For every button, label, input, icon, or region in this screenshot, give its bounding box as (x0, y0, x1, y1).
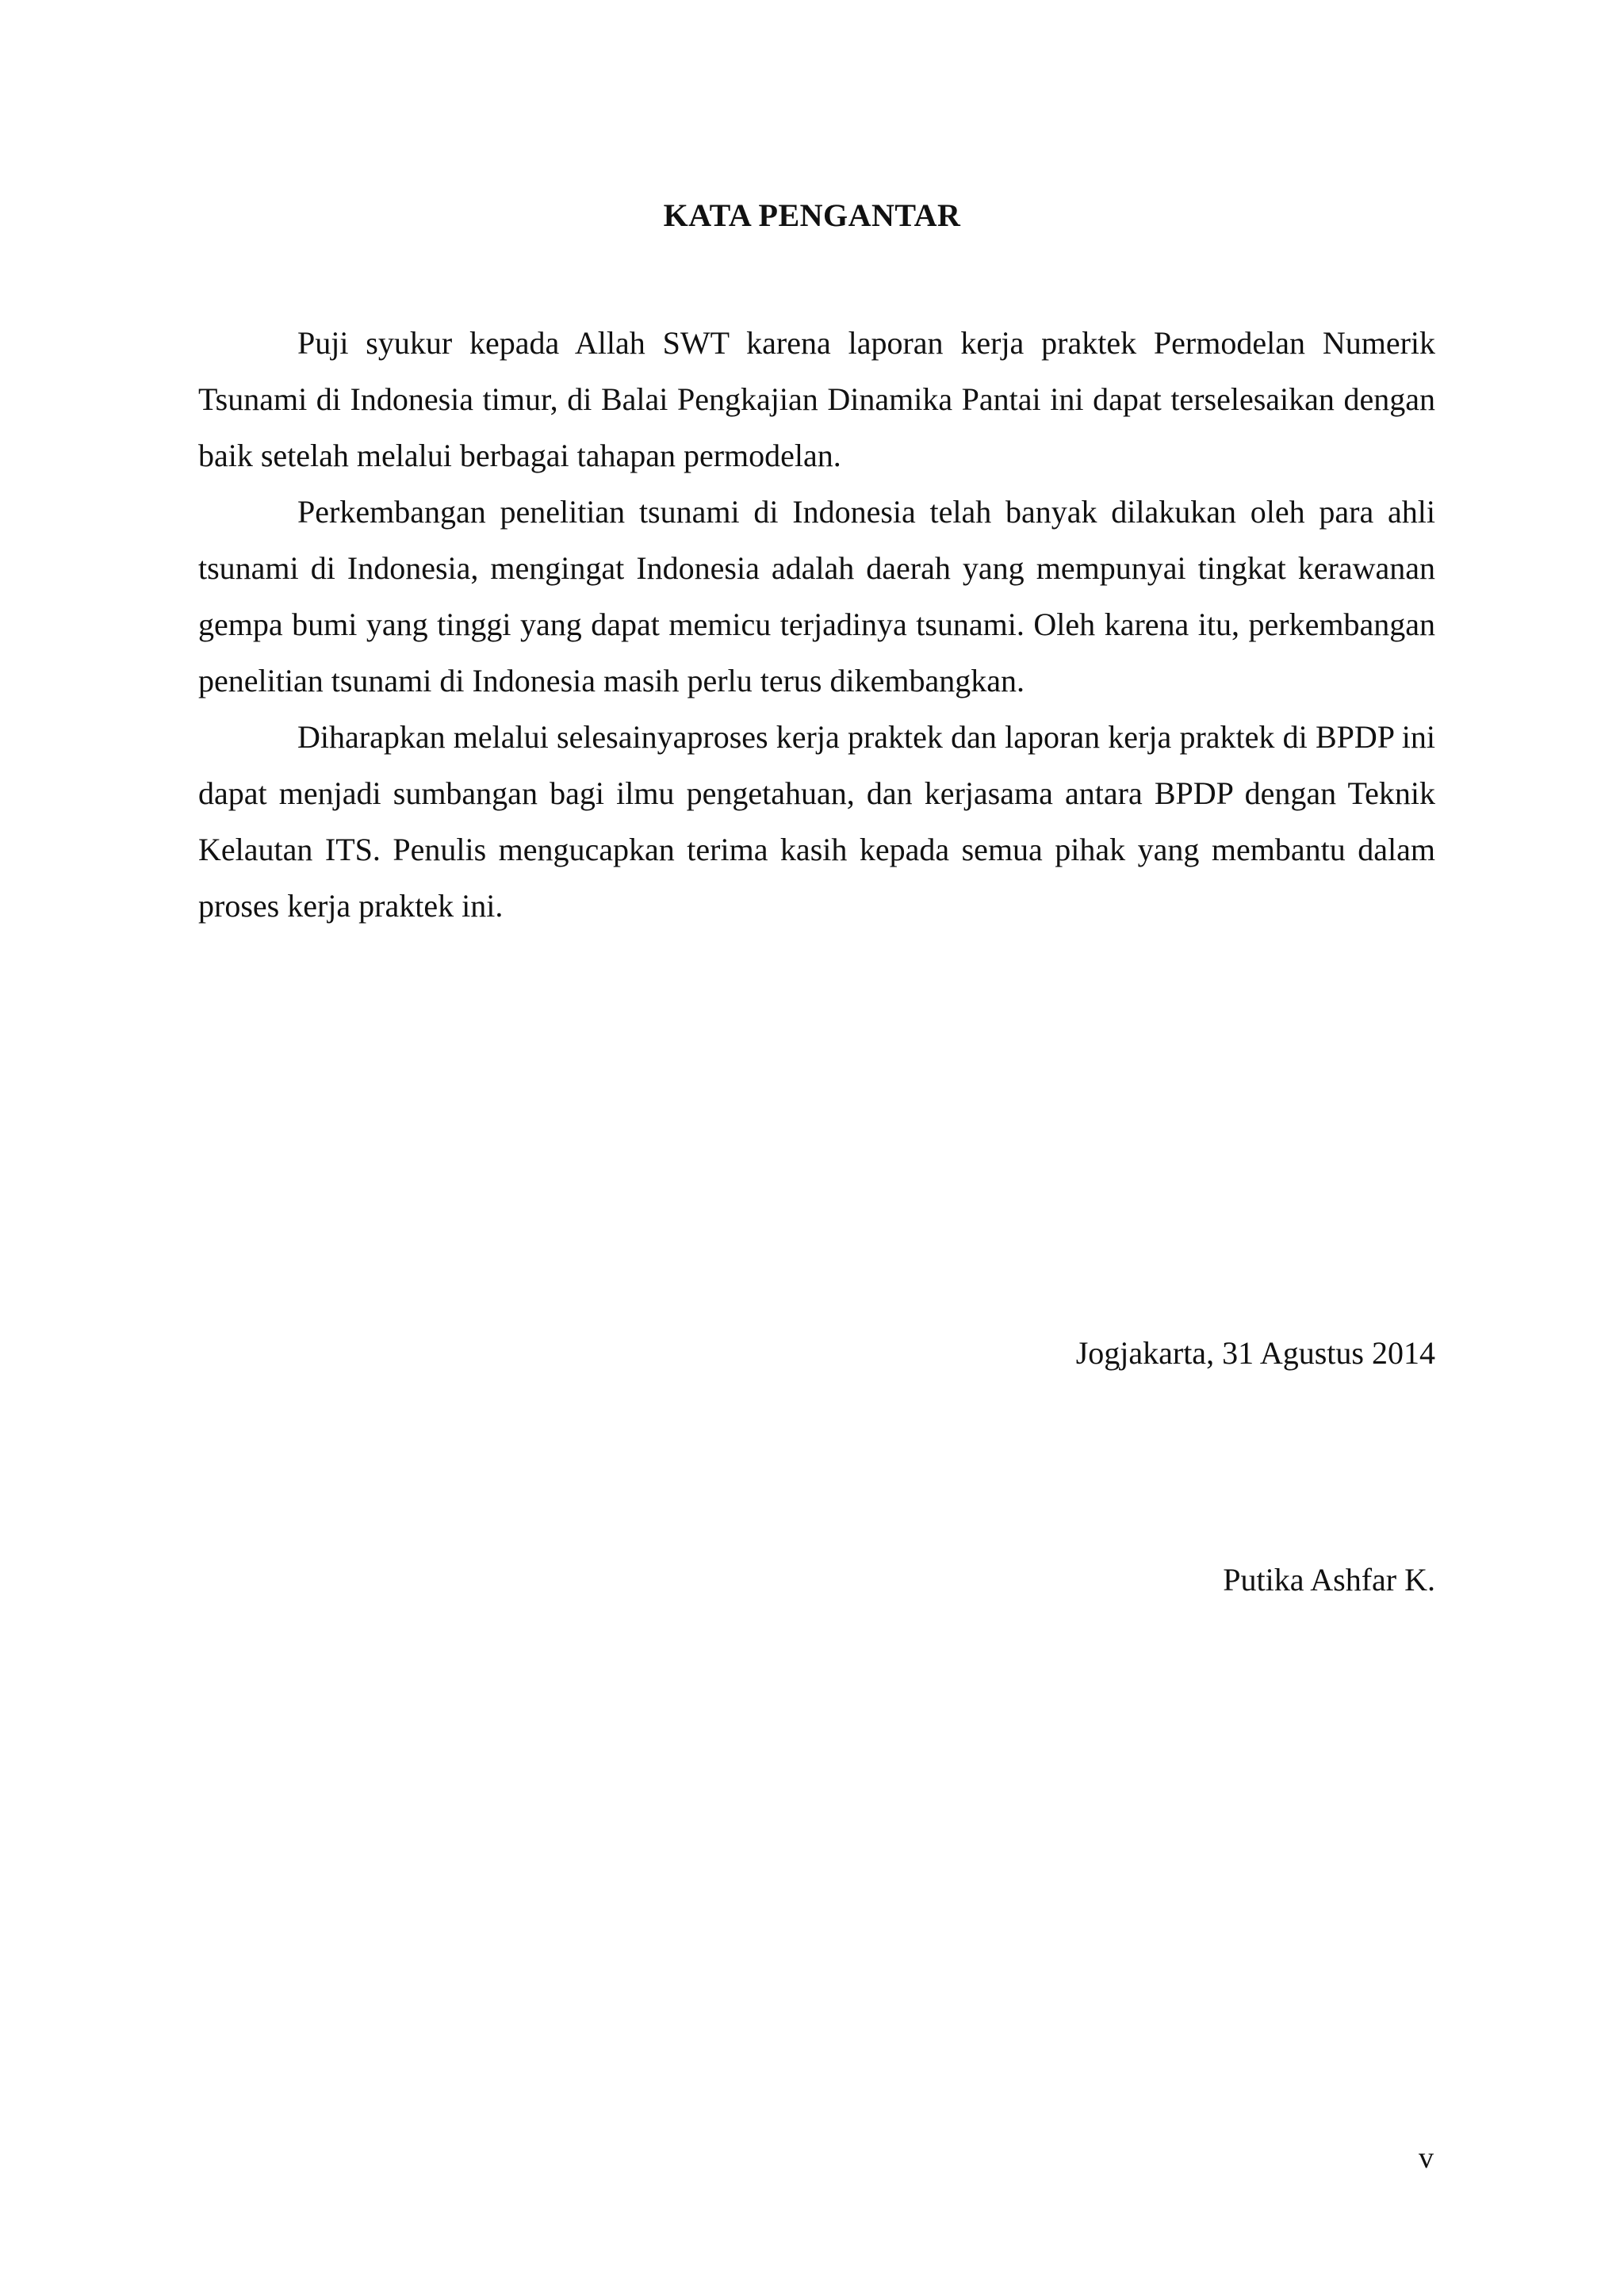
document-body (198, 315, 1435, 934)
paragraph-3: Diharapkan melalui selesainyaproses kerja praktek dan laporan kerja praktek di BPDP ini dapat menjadi sumbangan bagi ilmu pengetahuan, dan kerjasama antara BPDP dengan Teknik Kelautan ITS. Penulis mengucapkan terima kasih kepada semua pihak yang membantu dalam proses kerja praktek ini. (198, 719, 1435, 924)
author-name: Putika Ashfar K. (1223, 1562, 1435, 1598)
page-title: KATA PENGANTAR (663, 197, 961, 233)
place-and-date: Jogjakarta, 31 Agustus 2014 (1075, 1335, 1435, 1371)
page-number: v (1419, 2141, 1434, 2175)
paragraph-1: Puji syukur kepada Allah SWT karena laporan kerja praktek Permodelan Numerik Tsunami di Indonesia timur, di Balai Pengkajian Dinamika Pantai ini dapat terselesaikan dengan baik setelah melalui berbagai tahapan permodelan. (198, 325, 1435, 473)
paragraph-2: Perkembangan penelitian tsunami di Indonesia telah banyak dilakukan oleh para ahli tsunami di Indonesia, mengingat Indonesia adalah daerah yang mempunyai tingkat kerawanan gempa bumi yang tinggi yang dapat memicu terjadinya tsunami. Oleh karena itu, perkembangan penelitian tsunami di Indonesia masih perlu terus dikembangkan. (198, 494, 1435, 698)
